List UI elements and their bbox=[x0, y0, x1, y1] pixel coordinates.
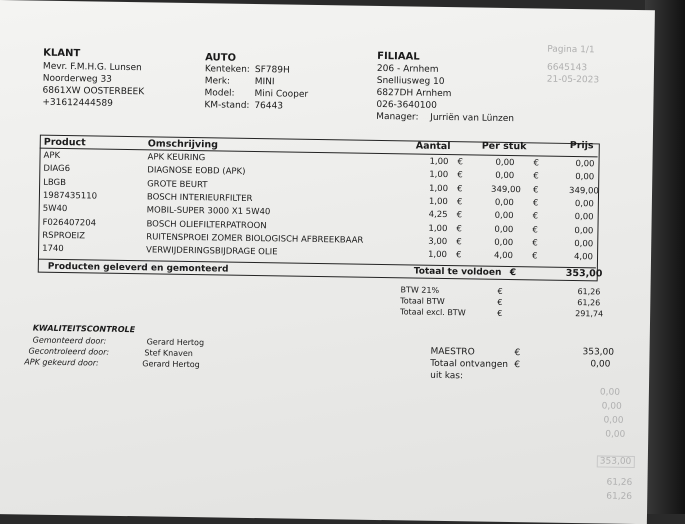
cell-unit-price: 0,00 bbox=[494, 224, 514, 235]
invoice-number: 6645143 bbox=[546, 62, 588, 74]
total-label: Totaal te voldoen bbox=[413, 266, 502, 278]
cell-description: RUITENSPROEI ZOMER BIOLOGISCH AFBREEKBAAR bbox=[146, 232, 364, 246]
quality-apk-label: APK gekeurd door: bbox=[24, 357, 99, 368]
cell-unit-currency: € bbox=[532, 211, 539, 222]
auto-plate: SF789H bbox=[254, 65, 290, 76]
cell-description: BOSCH INTERIEURFILTER bbox=[146, 192, 253, 205]
auto-plate-label: Kenteken: bbox=[204, 64, 250, 75]
cell-description: DIAGNOSE EOBD (APK) bbox=[147, 165, 246, 178]
cell-unit-price: 0,00 bbox=[495, 171, 515, 182]
footer-delivered: Producten geleverd en gemonteerd bbox=[47, 261, 229, 275]
col-qty-header: Aantal bbox=[415, 140, 451, 153]
cell-unit-price: 0,00 bbox=[495, 157, 515, 169]
cell-description: VERWIJDERINGSBIJDRAGE OLIE bbox=[146, 245, 278, 258]
excl-vat-value: 291,74 bbox=[575, 309, 604, 319]
auto-make-label: Merk: bbox=[204, 76, 231, 87]
cell-qty-currency: € bbox=[457, 157, 464, 168]
cell-quantity: 4,25 bbox=[428, 210, 448, 221]
vat-total-currency: € bbox=[497, 297, 503, 307]
auto-model: Mini Cooper bbox=[254, 89, 309, 100]
cell-quantity: 1,00 bbox=[428, 196, 448, 208]
quality-mounted-name: Gerard Hertog bbox=[146, 337, 205, 348]
bleed-value-2: 0,00 bbox=[601, 401, 622, 412]
payment-method-currency: € bbox=[514, 348, 521, 359]
cell-unit-price: 4,00 bbox=[493, 251, 514, 262]
cell-price: 0,00 bbox=[575, 172, 595, 183]
cell-unit-currency: € bbox=[532, 238, 538, 249]
excl-vat-label: Totaal excl. BTW bbox=[400, 307, 466, 318]
payment-received-label: Totaal ontvangen bbox=[430, 358, 509, 371]
cell-product: APK bbox=[43, 150, 61, 161]
cell-unit-currency: € bbox=[531, 251, 538, 262]
cell-unit-currency: € bbox=[533, 158, 539, 169]
vat-rate-currency: € bbox=[497, 286, 503, 296]
branch-street: Snelliusweg 10 bbox=[376, 75, 445, 87]
vat-total-label: Totaal BTW bbox=[400, 296, 445, 307]
bleed-value-4: 0,00 bbox=[605, 429, 626, 440]
branch-title: FILIAAL bbox=[377, 50, 420, 63]
auto-model-label: Model: bbox=[204, 88, 235, 99]
auto-title: AUTO bbox=[205, 52, 237, 64]
cell-qty-currency: € bbox=[456, 210, 463, 221]
col-product-header: Product bbox=[43, 136, 86, 149]
payment-received-value: 0,00 bbox=[590, 359, 611, 370]
cell-quantity: 1,00 bbox=[428, 223, 448, 234]
cell-quantity: 1,00 bbox=[429, 183, 449, 194]
cell-product: DIAG6 bbox=[43, 164, 71, 175]
client-city: 6861XW OOSTERBEEK bbox=[42, 85, 145, 98]
bleed-vat-1: 61,26 bbox=[606, 477, 633, 488]
bleed-vat-2: 61,26 bbox=[606, 491, 633, 502]
branch-phone: 026-3640100 bbox=[376, 99, 437, 111]
vat-total-value: 61,26 bbox=[577, 298, 601, 308]
cell-product: RSPROEIZ bbox=[42, 230, 86, 242]
vat-rate-value: 61,26 bbox=[577, 287, 601, 297]
cell-description: BOSCH OLIEFILTERPATROON bbox=[146, 219, 267, 231]
payment-cash-label: uit kas: bbox=[430, 370, 464, 382]
cell-product: F026407204 bbox=[42, 217, 97, 229]
vat-rate-label: BTW 21% bbox=[400, 285, 440, 295]
cell-qty-currency: € bbox=[456, 237, 462, 248]
cell-unit-price: 349,00 bbox=[491, 184, 521, 195]
cell-product: LBGB bbox=[43, 177, 67, 188]
auto-make: MINI bbox=[254, 77, 275, 88]
cell-qty-currency: € bbox=[457, 183, 463, 194]
client-title: KLANT bbox=[43, 47, 81, 60]
total-value: 353,00 bbox=[565, 267, 603, 280]
cell-price: 0,00 bbox=[574, 212, 594, 223]
cell-unit-currency: € bbox=[533, 185, 539, 196]
cell-product: 1987435110 bbox=[42, 190, 98, 202]
quality-mounted-label: Gemonteerd door: bbox=[32, 335, 107, 346]
cell-unit-price: 0,00 bbox=[494, 237, 514, 249]
cell-unit-price: 0,00 bbox=[494, 211, 514, 222]
col-price-header: Prijs bbox=[569, 139, 594, 152]
client-street: Noorderweg 33 bbox=[42, 73, 113, 85]
branch-city: 6827DH Arnhem bbox=[376, 87, 452, 100]
quality-title: KWALITEITSCONTROLE bbox=[32, 323, 136, 335]
cell-product: 5W40 bbox=[42, 204, 68, 215]
quality-apk-name: Gerard Hertog bbox=[142, 359, 200, 370]
cell-price: 0,00 bbox=[574, 225, 594, 237]
col-desc-header: Omschrijving bbox=[147, 138, 219, 151]
cell-qty-currency: € bbox=[455, 250, 462, 261]
payment-method: MAESTRO bbox=[430, 346, 475, 358]
cell-description: APK KEURING bbox=[147, 152, 206, 164]
cell-description: MOBIL-SUPER 3000 X1 5W40 bbox=[146, 205, 271, 218]
invoice-date: 21-05-2023 bbox=[546, 74, 600, 86]
payment-method-value: 353,00 bbox=[582, 347, 615, 358]
cell-price: 0,00 bbox=[575, 159, 595, 170]
cell-qty-currency: € bbox=[456, 223, 462, 235]
col-unit-header: Per stuk bbox=[481, 140, 527, 153]
auto-km: 76443 bbox=[254, 101, 284, 112]
cell-unit-currency: € bbox=[533, 171, 539, 182]
bleed-value-3: 0,00 bbox=[603, 415, 624, 426]
total-currency: € bbox=[509, 268, 517, 279]
bleed-total: 353,00 bbox=[597, 455, 635, 468]
cell-qty-currency: € bbox=[456, 197, 463, 208]
cell-price: 349,00 bbox=[568, 185, 599, 197]
cell-unit-price: 0,00 bbox=[494, 197, 514, 209]
branch-name: 206 - Arnhem bbox=[376, 63, 439, 75]
cell-price: 4,00 bbox=[573, 252, 594, 263]
cell-quantity: 1,00 bbox=[427, 250, 448, 261]
bleed-value-1: 0,00 bbox=[599, 387, 621, 398]
cell-quantity: 1,00 bbox=[429, 156, 449, 168]
cell-price: 0,00 bbox=[574, 239, 594, 250]
client-name: Mevr. F.M.H.G. Lunsen bbox=[42, 61, 142, 74]
branch-manager-label: Manager: bbox=[376, 111, 419, 123]
cell-quantity: 1,00 bbox=[429, 170, 449, 181]
cell-unit-currency: € bbox=[532, 198, 539, 209]
page-number: Pagina 1/1 bbox=[547, 44, 595, 56]
quality-checked-name: Stef Knaven bbox=[144, 348, 193, 359]
cell-quantity: 3,00 bbox=[428, 236, 448, 248]
auto-km-label: KM-stand: bbox=[204, 100, 250, 111]
branch-manager: Jurriën van Lünzen bbox=[430, 112, 515, 125]
cell-unit-currency: € bbox=[532, 225, 538, 236]
payment-received-currency: € bbox=[514, 360, 521, 371]
cell-qty-currency: € bbox=[457, 170, 463, 181]
cell-description: GROTE BEURT bbox=[147, 179, 208, 190]
quality-checked-label: Gecontroleerd door: bbox=[28, 346, 110, 357]
client-phone: +31612444589 bbox=[42, 97, 113, 109]
excl-vat-currency: € bbox=[497, 308, 503, 318]
cell-product: 1740 bbox=[42, 244, 64, 255]
cell-price: 0,00 bbox=[574, 199, 594, 210]
